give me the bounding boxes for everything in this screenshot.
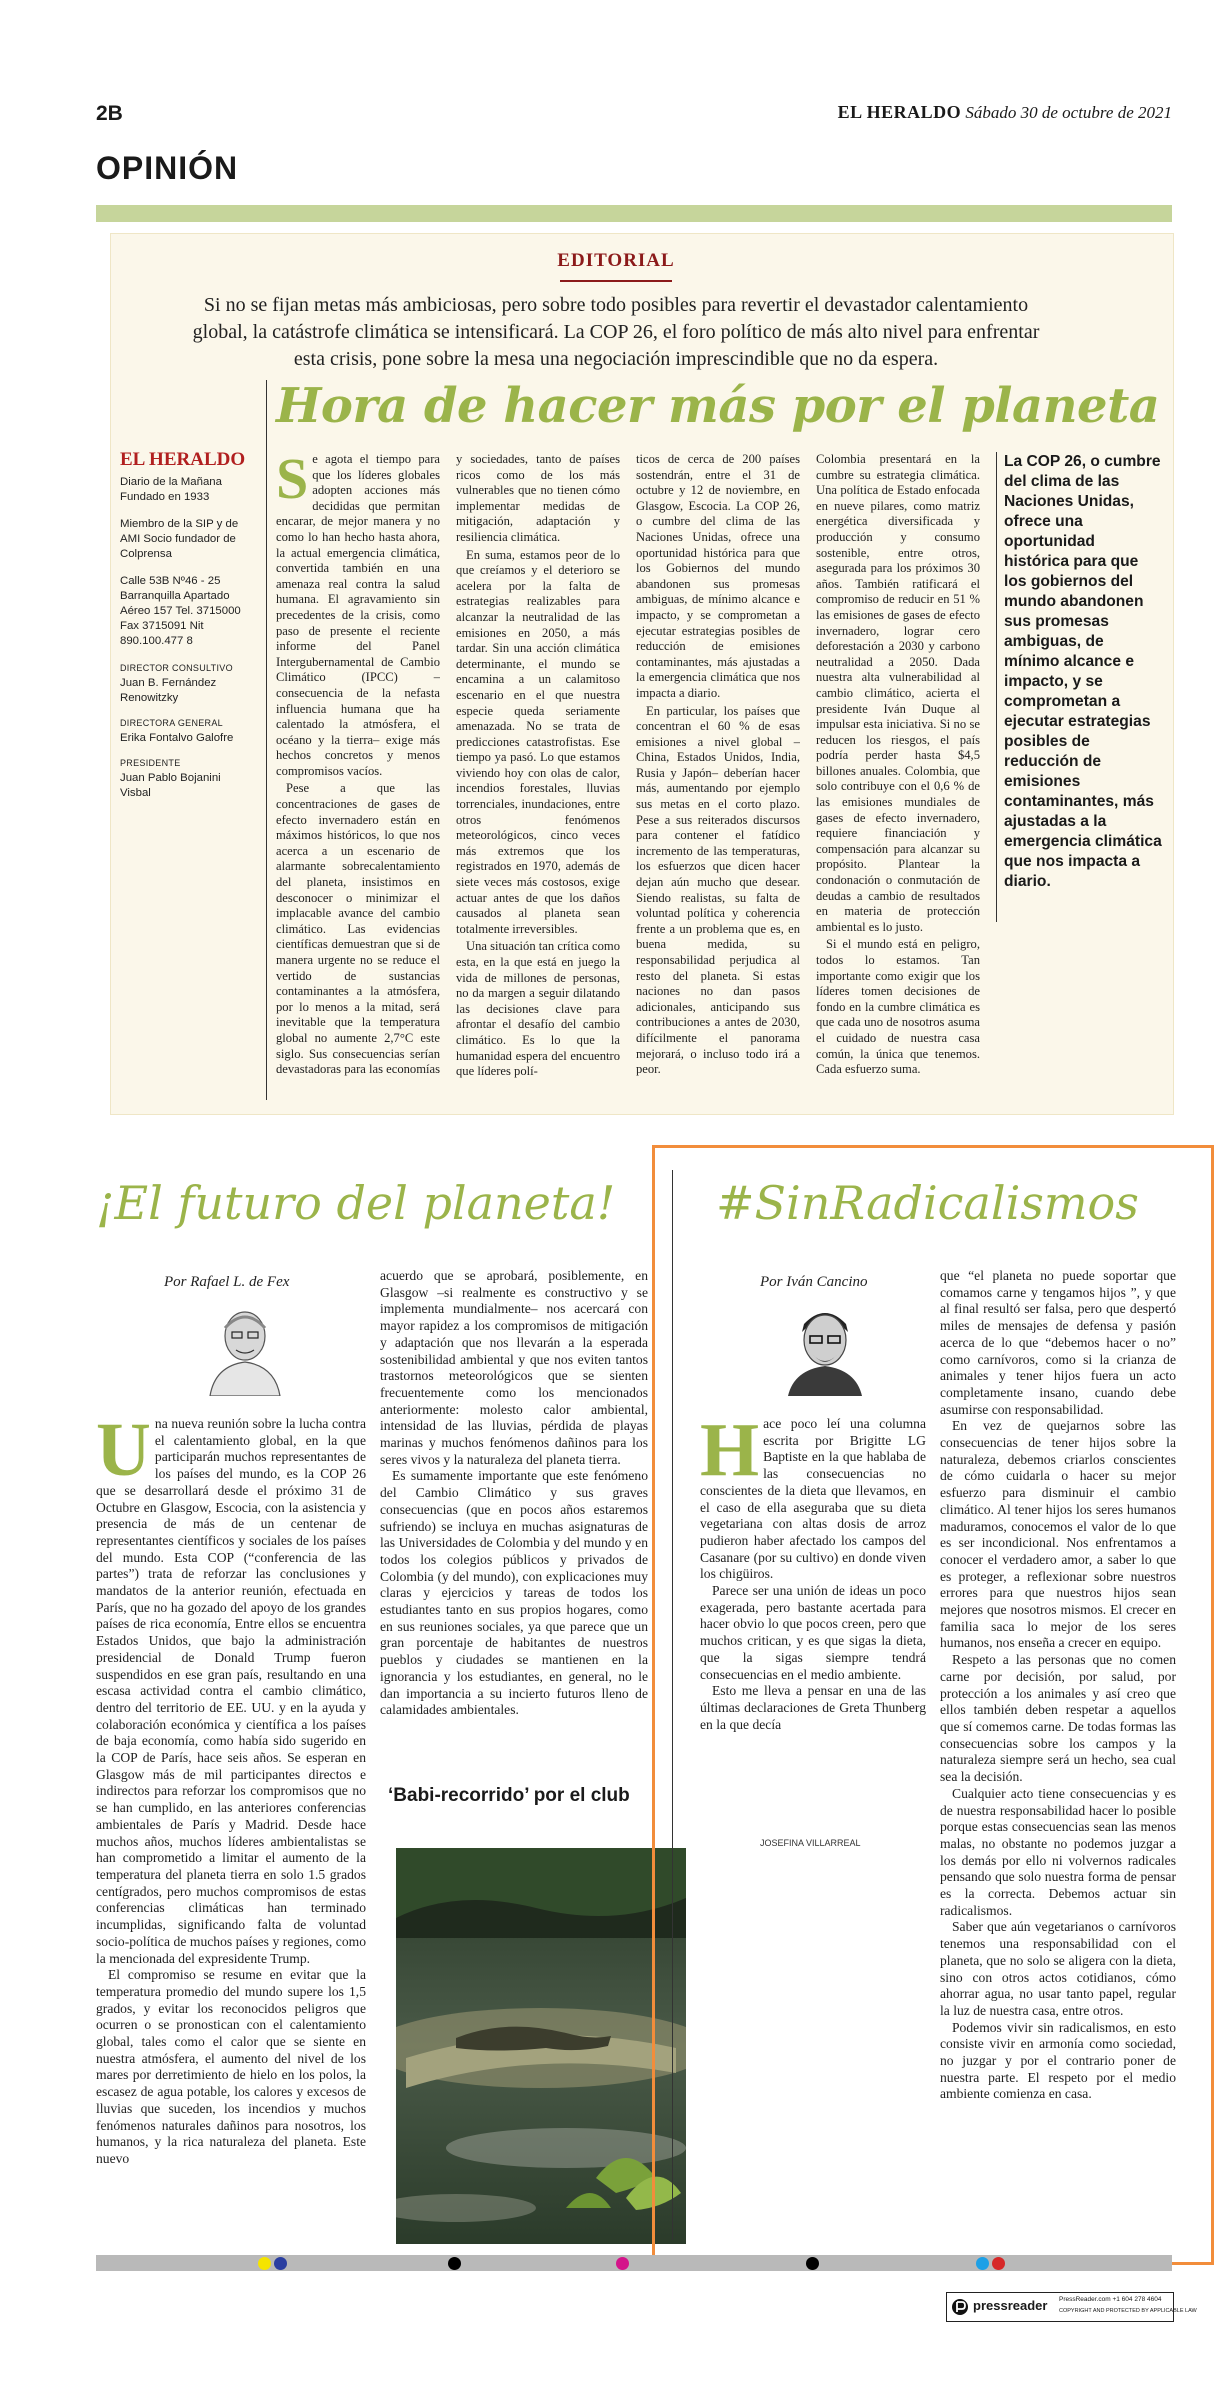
editorial-col2-p1: y sociedades, tanto de países ricos como de los más vulnerables que no tienen cómo implementar medidas de mitigación, adaptación y resiliencia climática.: [456, 452, 620, 544]
right-col-b-p6: Podemos vivir sin radicalismos, en esto consiste vivir en armonía como sociedad, no juzgar y por el contrario poner de nuestra parte. El respeto por el medio ambiente comienza en casa.: [940, 2019, 1176, 2102]
sidebar-label-consultivo: DIRECTOR CONSULTIVO: [120, 663, 233, 673]
register-dot-red: [992, 2257, 1005, 2270]
left-col-b-p1: acuerdo que se aprobará, posiblemente, en Glasgow –si realmente es constructivo y se implementa mundialmente– nos acercará con mayor rapidez a los compromisos de mitigación y adaptación que nos llevarán a la esperada sostenibilidad ambiental y que nos eviten tantos trastornos meteorológicos que se sienten frecuentemente como los mencionados anteriormente: molesto calor ambiental, intensidad de las lluvias, pérdida de playas marinas y muchos fenómenos dañinos para los seres vivos y la naturaleza del planeta tierra.: [380, 1268, 648, 1467]
left-col-a-p1: na nueva reunión sobre la lucha contra el calentamiento global, en la que participarán muchos representantes de los países del mundo, es la COP 26 que se desarrollará desde el próximo 31 de Octubre en Glasgow, Escocia, con la asistencia y presencia de más de un centenar de representantes científicos y sociales de los países del mundo. Esta COP (“conferencia de las partes”) trata de reforzar las conclusiones y mandatos de la anterior reunión, efectuada en París, que no ha gozado del apoyo de los grandes países de rica economía, Entre ellos se encuentra Estados Unidos, que bajo la administración presidencial de Donald Trump fueron suspendidos en ese gran país, resultando en una escasa actividad contra el cambio climático, dentro del territorio de EE. UU. y en la ayuda y colaboración económica y científica a los países de baja economía, como había sido sugerido en la COP de París, hace seis años. Se esperan en Glasgow más de mil participantes directos e indirectos para reforzar los compromisos que no se han cumplido, en las anteriores conferencias ambientales de París y Madrid. Desde hace muchos años, muchos líderes ambientalistas se han comprometido a limitar el aumento de la temperatura del planeta tierra en solo 1.5 grados centígrados, pero muchos compromisos de estas conferencias climáticas han terminado incumplidas, significando falta de voluntad socio-política de muchos países y regiones, como la mencionada del expresidente Trump.: [96, 1416, 366, 1966]
editorial-column-3: [636, 452, 800, 1102]
editorial-col4-p1: Colombia presentará en la cumbre su estrategia climática. Una política de Estado enfocada en nueve pilares, como matriz energética diversificada y producción y consumo sostenible, entre otros, asegurada para los próximos 30 años. También ratificará el compromiso de reducir en 51 % las emisiones de gases de efecto invernadero, lograr cero deforestación a 2030 y carbono neutralidad a 2050. Dada nuestra alta vulnerabilidad al cambio climático, acierta el presidente Iván Duque al impulsar esta iniciativa. Si no se reducen los riesgos, el país podría perder hasta $4,5 billones anuales. Colombia, que solo contribuye con el 0,6 % de las emisiones mundiales de gases de efecto invernadero, requiere financiación y compensación para alcanzar su propósito. Plantear la condonación o conmutación de deudas a cambio de resultados en materia de protección ambiental es lo justo.: [816, 452, 980, 934]
editorial-kicker: EDITORIAL: [557, 250, 675, 271]
right-col-b-p5: Saber que aún vegetarianos o carnívoros tenemos una responsabilidad con el planeta, que no solo se aligera con la dieta, sino con otros actos cotidianos, cómo ahorrar agua, no usar tanto papel, regular la luz de nuestra casa, entre otros.: [940, 1919, 1176, 2018]
author-portrait-cancino: [780, 1296, 870, 1396]
masthead-date: [838, 102, 1172, 123]
right-col-a-p2: Parece ser una unión de ideas un poco exagerada, pero bastante acertada para hacer obvio lo que pocos creen, pero que muchos critican, y es que sigas la dieta, que la sigas siempre tendrá consecuencias en el medio ambiente.: [700, 1583, 926, 1682]
editorial-col2-p2: En suma, estamos peor de lo que creíamos y el deterioro se acelera por la falta de estrategias realizables para alcanzar la neutralidad de las emisiones en 2050, a más tardar. Sin una acción climática determinante, el mundo se encamina a un calamitoso escenario en el que nuestra especie queda seriamente amenazada. No se trata de predicciones catastrofistas. Ese tiempo ya pasó. Lo que estamos viviendo hoy con olas de calor, incendios forestales, lluvias torrenciales, inundaciones, entre otros fenómenos meteorológicos, cinco veces más extremos que los registrados en 1970, además de siete veces más costosos, exige actuar antes de que los daños causados al planeta sean totalmente irreversibles.: [456, 547, 620, 936]
sidebar-general: Erika Fontalvo Galofre: [120, 732, 234, 744]
right-column-text-a: [700, 1416, 926, 1956]
sidebar-label-general: DIRECTORA GENERAL: [120, 718, 223, 728]
pressreader-site: PressReader.com +1 604 278 4604: [1059, 2296, 1162, 2303]
editorial-col4-p2: Si el mundo está en peligro, todos lo estamos. Tan importante como exigir que los líderes tomen decisiones de fondo en la cumbre climática es que cada uno de nosotros asuma el cuidado de nuestra casa común, la única que tenemos. Cada esfuerzo suma.: [816, 937, 980, 1077]
sidebar-brand: EL HERALDO: [120, 449, 246, 470]
sidebar-membership: Miembro de la SIP y de AMI Socio fundador de Colprensa: [120, 518, 239, 560]
sidebar-consultivo: Juan B. Fernández Renowitzky: [120, 677, 217, 704]
masthead-sidebar: [120, 449, 250, 801]
sidebar-address: Calle 53B Nº46 - 25 Barranquilla Apartado Aéreo 157 Tel. 3715000 Fax 3715091 Nit 890.100.477 8: [120, 575, 241, 647]
register-dot-black-2: [806, 2257, 819, 2270]
sidebar-presidente: Juan Pablo Bojanini Visbal: [120, 772, 221, 799]
issue-date: Sábado 30 de octubre de 2021: [965, 103, 1172, 122]
kicker-underline: [560, 280, 672, 282]
right-col-b-p4: Cualquier acto tiene consecuencias y es de nuestra responsabilidad hacer lo posible porque estas consecuencias sean las menos malas, no obstante no podemos juzgar a los demás por ello ni volvernos radicales pensando que solo nuestra forma de pensar es la correcta. Debemos actuar sin radicalismos.: [940, 1785, 1176, 1918]
right-col-a-p3: Esto me lleva a pensar en una de las últimas declaraciones de Greta Thunberg en la que decía: [700, 1683, 926, 1732]
register-dot-magenta: [616, 2257, 629, 2270]
pressreader-icon: [951, 2298, 969, 2316]
editorial-column-1: [276, 452, 440, 1102]
section-rule: [96, 205, 1172, 222]
right-column-headline: #SinRadicalismos: [716, 1176, 1139, 1230]
editorial-col3-p1: ticos de cerca de 200 países sostendrán, entre el 31 de octubre y 12 de noviembre, en Glasgow, Escocia. La COP 26, o cumbre del clima de las Naciones Unidas, ofrece una oportunidad histórica para que los Gobiernos del mundo abandonen sus promesas ambiguas, de mínimo alcance e impacto, y se comprometan a ejecutar estrategias posibles de reducción de emisiones contaminantes, más ajustadas a la emergencia climática que nos impacta a diario.: [636, 452, 800, 700]
editorial-col2-p3: Una situación tan crítica como esta, en la que está en juego la vida de millones de personas, no da margen a seguir dilatando las decisiones clave para afrontar el desafío del cambio climático. Es lo que la humanidad espera del encuentro que líderes polí-: [456, 939, 620, 1079]
register-dot-cyan: [976, 2257, 989, 2270]
author-portrait-fex: [200, 1296, 290, 1396]
editorial-column-4: [816, 452, 980, 1102]
register-dot-blue: [274, 2257, 287, 2270]
left-column-text-b: [380, 1268, 648, 1773]
right-col-b-p3: Respeto a las personas que no comen carne por decisión, por salud, por protección a los animales y así creo que ellos también deben respetar a aquellos que sí comemos carne. De todas formas las consecuencias sobre los campos y la naturaleza siempre será un hecho, sea cual sea la decisión.: [940, 1652, 1176, 1785]
photo-credit: JOSEFINA VILLARREAL: [760, 1838, 861, 1848]
sidebar-label-presidente: PRESIDENTE: [120, 758, 181, 768]
photo-title: ‘Babi-recorrido’ por el club: [388, 1785, 630, 1806]
right-column-byline: Por Iván Cancino: [760, 1274, 868, 1290]
left-column-byline: Por Rafael L. de Fex: [164, 1274, 290, 1290]
register-dot-black: [448, 2257, 461, 2270]
right-column-text-b: [940, 1268, 1176, 2253]
page-number: 2B: [96, 102, 123, 125]
left-col-b-p2: Es sumamente importante que este fenómeno del Cambio Climático y sus graves consecuencias (que en pocos años estaremos sufriendo) se incluya en muchas asignaturas de las Universidades de Colombia y del mundo y en todos los colegios públicos y privados de Colombia (y del mundo), con explicaciones muy claras y ejercicios y tareas de todos los estudiantes tanto en sus propios hogares, como en sus reuniones sociales, ya que parece que un gran porcentaje de habitantes de nuestros pueblos y ciudades se mantienen en la ignorancia y los estudiantes, en general, no le dan importancia a su incierto futuros lleno de calamidades ambientales.: [380, 1468, 648, 1718]
left-column-headline: ¡El futuro del planeta!: [96, 1176, 616, 1230]
pullquote-divider: [996, 452, 997, 922]
editorial-summary: Si no se fijan metas más ambiciosas, pero sobre todo posibles para revertir el devastador calentamiento global, la catástrofe climática se intensificará. La COP 26, el foro político de más alto nivel para enfrentar esta crisis, pone sobre la mesa una negociación imprescindible que no da espera.: [192, 294, 1040, 370]
editorial-headline: Hora de hacer más por el planeta: [276, 378, 1160, 434]
section-title: OPINIÓN: [96, 150, 239, 186]
right-col-b-p1: que “el planeta no puede soportar que comamos carne y tengamos hijos ”, y que al final resultó ser falsa, pero que despertó miles de mensajes de defensa y pasión acerca de lo que “debemos hacer o no” como carnívoros, como si la crianza de animales y tener hijos fuera un acto completamente insano, cuando debe asumirse con responsabilidad.: [940, 1268, 1176, 1417]
editorial-column-2: [456, 452, 620, 1102]
editorial-dropcap: S: [276, 452, 309, 511]
sidebar-divider: [266, 380, 267, 1100]
right-col-a-p1: ace poco leí una columna escrita por Brigitte LG Baptiste en la que hablaba de las consecuencias no conscientes de la dieta que llevamos, en el caso de ella aseguraba que su dieta vegetariana con altas dosis de arroz pudieron haber afectado los campos del Casanare (por su cultivo) en donde viven los chigüiros.: [700, 1416, 926, 1582]
left-column-text-a: [96, 1416, 366, 2256]
left-dropcap: U: [96, 1416, 151, 1492]
register-dot-yellow: [258, 2257, 271, 2270]
masthead-brand: EL HERALDO: [837, 102, 962, 122]
editorial-col1-p2: Pese a que las concentraciones de gases de efecto invernadero están en máximos históricos, lo que nos acerca a un escenario de alarmante sobrecalentamiento del planeta, insistimos en desconocer o minimizar el implacable avance del cambio climático. Las evidencias científicas demuestran que si de manera urgente no se reduce el vertido de sustancias contaminantes a la atmósfera, por lo menos a la mitad, será inevitable que la temperatura global no aumente 2,7°C este siglo. Sus consecuencias serían devastadoras para las economías: [276, 781, 440, 1077]
pressreader-copyright: COPYRIGHT AND PROTECTED BY APPLICABLE LAW: [1059, 2308, 1197, 2314]
left-col-a-p2: El compromiso se resume en evitar que la temperatura promedio del mundo supere los 1,5 grados, y evitar los reconocidos peligros que ocurren o se pronostican con el calentamiento global, tales como el calor que se siente en nuestra atmósfera, el aumento del nivel de los mares por derretimiento de hielo en los polos, la escasez de agua potable, los calores y excesos de lluvias que suceden, los incendios y muchos fenómenos naturales dañinos para nosotros, los humanos, y la rica naturaleza del planeta. Este nuevo: [96, 1967, 366, 2166]
editorial-col1-p1: e agota el tiempo para que los líderes globales adopten acciones más decididas que permitan encarar, de mejor manera y no como lo han hecho hasta ahora, la actual emergencia climática, convertida también en una amenaza real contra la salud humana. El agravamiento sin precedentes de la crisis, como paso de presente el reciente informe del Panel Intergubernamental de Cambio Climático (IPCC) –consecuencia de la nefasta influencia humana que ha calentado la atmósfera, el océano y la tierra– exige más hechos concretos y menos compromisos vacíos.: [276, 452, 440, 778]
caiman-photo: [396, 1848, 686, 2244]
right-dropcap: H: [700, 1416, 760, 1492]
pullquote: La COP 26, o cumbre del clima de las Naciones Unidas, ofrece una oportunidad histórica para que los gobiernos del mundo abandonen sus promesas ambiguas, de mínimo alcance e impacto, y se comprometan a ejecutar estrategias posibles de reducción de emisiones contaminantes, más ajustadas a la emergencia climática que nos impacta a diario.: [1004, 453, 1162, 890]
editorial-col3-p2: En particular, los países que concentran el 60 % de esas emisiones a nivel global –China, Estados Unidos, India, Rusia y Japón– deberían hacer más, aumentando por ejemplo sus metas en el corto plazo. Pese a sus reiterados discursos para contener el fatídico incremento de las temperaturas, los esfuerzos que dicen hacer dejan aún mucho que desear. Siendo realistas, su falta de voluntad política y coherencia frente a un problema que es, en buena medida, su responsabilidad perjudica al resto del planeta. Si estas naciones no dan pasos adicionales, anticipando sus contribuciones a antes de 2030, difícilmente el panorama mejorará, o incluso todo irá a peor.: [636, 703, 800, 1077]
right-col-b-p2: En vez de quejarnos sobre las consecuencias de tener hijos sobre la naturaleza, debemos criarlos conscientes de cómo cuidarla o hacer su mejor esfuerzo para disminuir el cambio climático. Al tener hijos los seres humanos maduramos, conocemos el valor de lo que es ser incondicional. Nos enfrentamos a conocer el verdadero amor, a saber lo que es proteger, a reflexionar sobre nuestros errores para que nuestros hijos sean mejores que nosotros mismos. El crecer en familia saca lo mejor de los seres humanos, nos enseña a crecer en equipo.: [940, 1418, 1176, 1651]
pressreader-badge: [946, 2292, 1197, 2322]
pressreader-brand: pressreader: [973, 2298, 1048, 2313]
sidebar-founded: Diario de la Mañana Fundado en 1933: [120, 476, 222, 503]
